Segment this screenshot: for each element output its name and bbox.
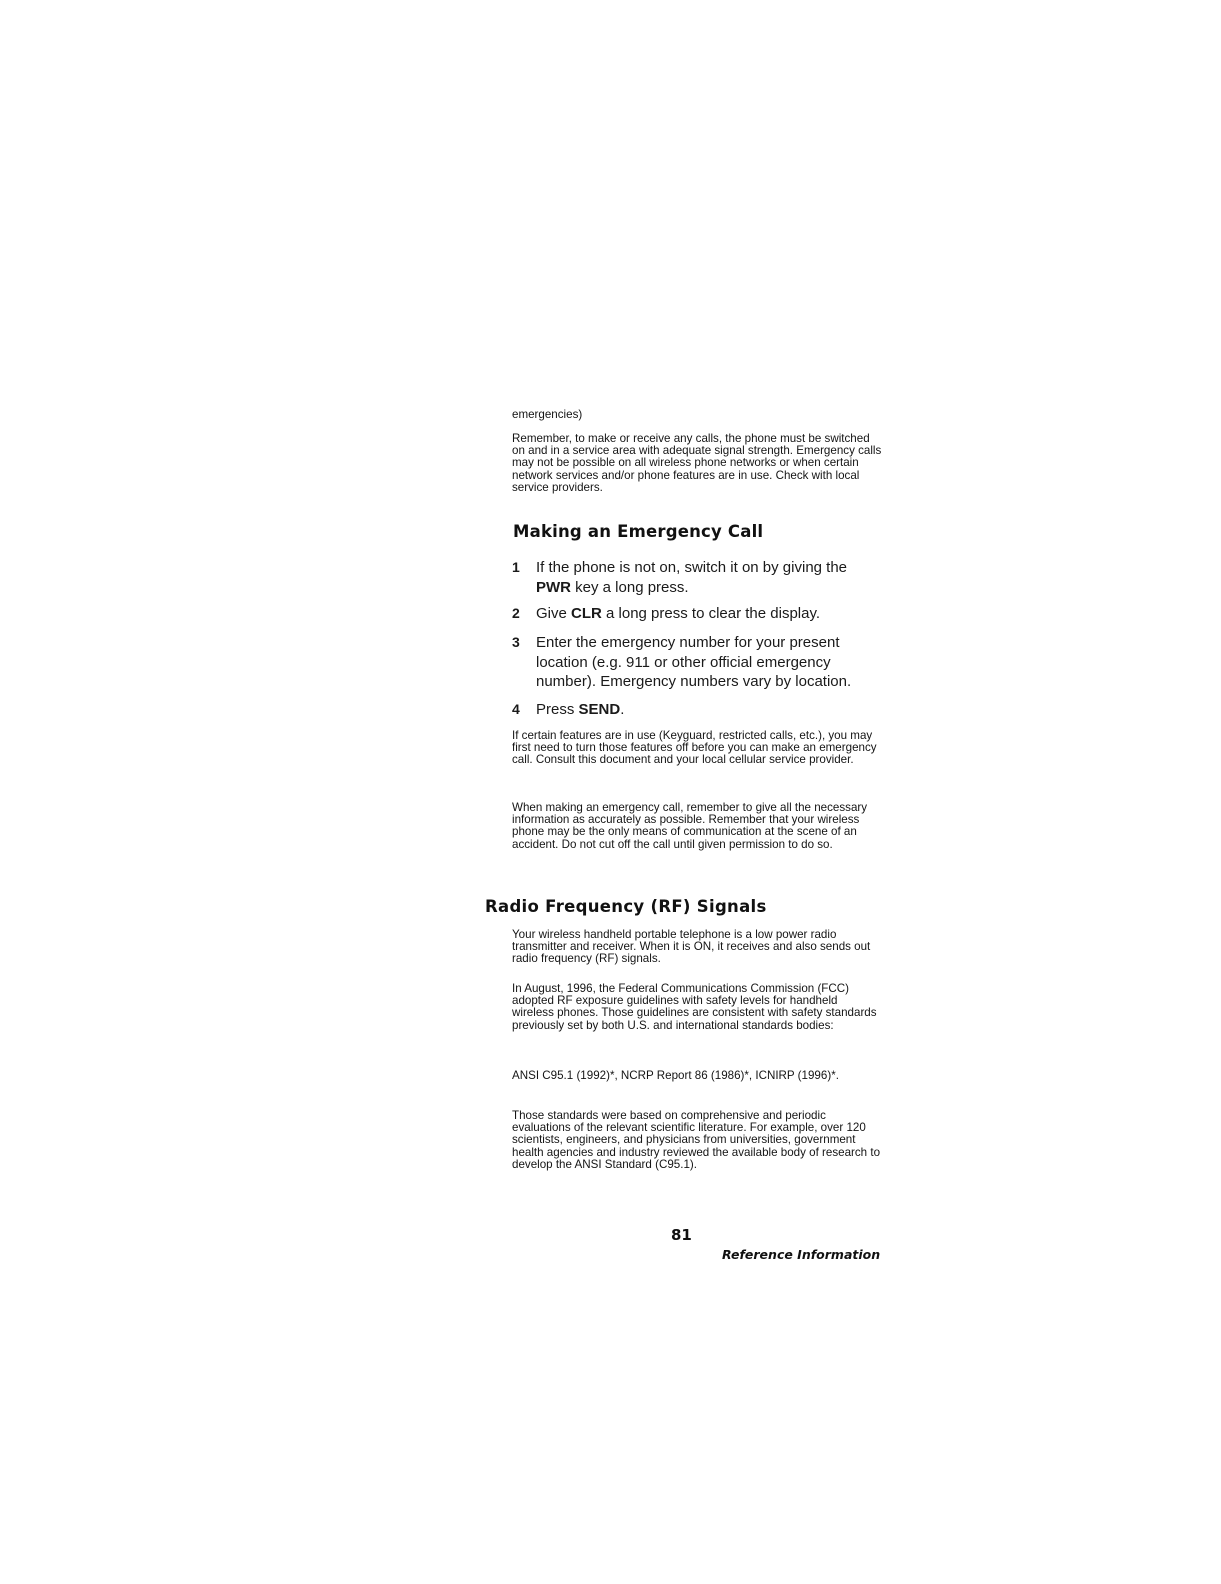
section-heading-rf-signals: Radio Frequency (RF) Signals — [485, 897, 767, 916]
step-number: 1 — [512, 559, 520, 575]
rf-paragraph-4: Those standards were based on comprehensive and periodic evaluations of the relevant scientific literature. For example, over 120 scientists, engineers, and physicians from universities, government health agencies and industry reviewed the available body of research to develop the ANSI Standard (C95.1). — [512, 1109, 881, 1171]
reminder-paragraph: Remember, to make or receive any calls, the phone must be switched on and in a service area with adequate signal strength. Emergency calls may not be possible on all wireless phone networks or when certain network services and/or phone features are in use. Check with local service providers. — [512, 432, 882, 494]
key-label-send: SEND — [578, 701, 621, 718]
step-text: Press SEND. — [536, 701, 625, 718]
footer-section-label: Reference Information — [722, 1247, 881, 1262]
step-item — [512, 558, 872, 597]
key-label-pwr: PWR — [536, 578, 571, 596]
intro-fragment: emergencies) — [512, 408, 583, 421]
features-note-paragraph: If certain features are in use (Keyguard, restricted calls, etc.), you may first need to turn those features off before you can make an emergency call. Consult this document and your local cellular service provider. — [512, 729, 877, 767]
step-text: If the phone is not on, switch it on by giving the PWR key a long press. — [536, 559, 848, 596]
rf-paragraph-3: ANSI C95.1 (1992)*, NCRP Report 86 (1986)*, ICNIRP (1996)*. — [512, 1069, 839, 1082]
step-number: 4 — [512, 701, 520, 717]
step-item — [512, 633, 872, 692]
page-number: 81 — [671, 1226, 692, 1244]
step-text: Enter the emergency number for your present location (e.g. 911 or other official emergency number). Emergency numbers vary by location. — [536, 634, 852, 690]
call-info-paragraph: When making an emergency call, remember to give all the necessary information as accurately as possible. Remember that your wireless phone may be the only means of communication at the scene of an accident. Do not cut off the call until given permission to do so. — [512, 801, 868, 851]
step-number: 3 — [512, 634, 520, 650]
section-heading-emergency-call: Making an Emergency Call — [513, 522, 764, 541]
rf-paragraph-2: In August, 1996, the Federal Communications Commission (FCC) adopted RF exposure guidelines with safety levels for handheld wireless phones. Those guidelines are consistent with safety standards previously set by both U.S. and international standards bodies: — [512, 982, 877, 1032]
step-item — [512, 700, 872, 720]
step-number: 2 — [512, 605, 520, 621]
key-label-clr: CLR — [571, 605, 602, 622]
step-item — [512, 604, 872, 624]
rf-paragraph-1: Your wireless handheld portable telephone is a low power radio transmitter and receiver. When it is ON, it receives and also sends out radio frequency (RF) signals. — [512, 928, 871, 966]
step-text: Give CLR a long press to clear the display. — [536, 605, 821, 622]
